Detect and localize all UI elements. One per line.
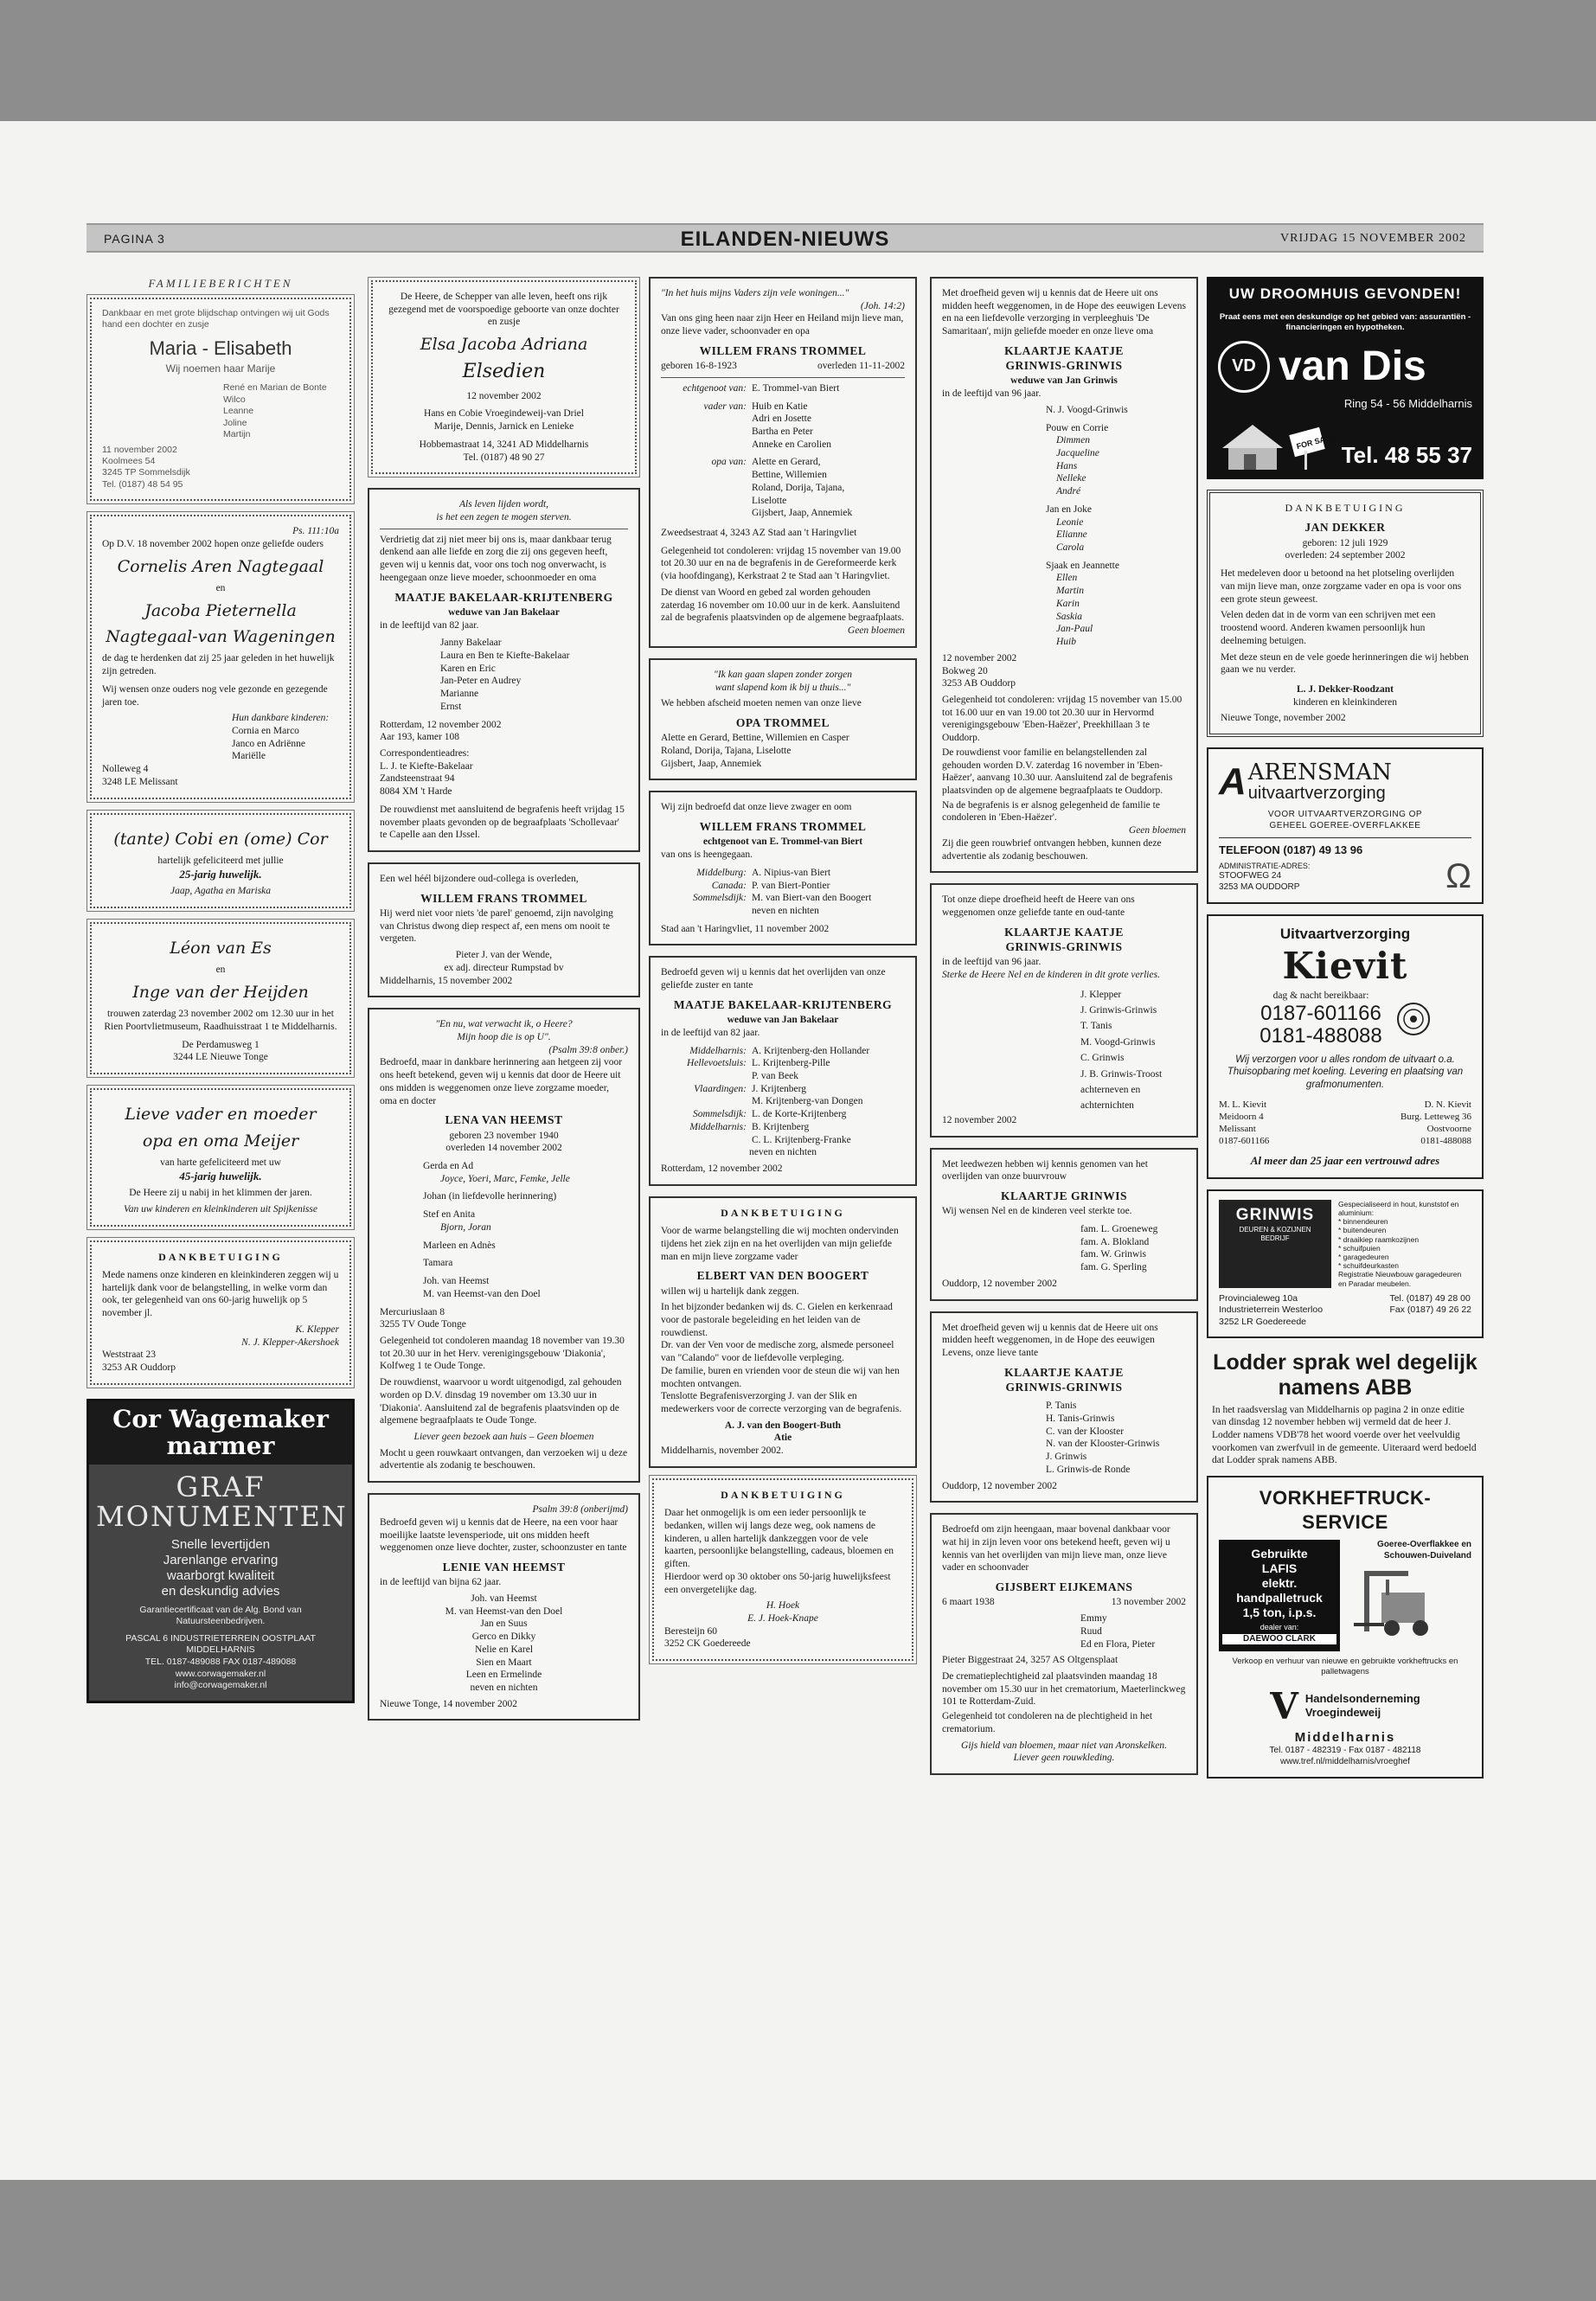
maatje2-family-row [661, 1057, 905, 1082]
kaatje-note: Zij die geen rouwbrief ontvangen hebben, kunnen deze advertentie als zodanig beschouwen. [942, 837, 1162, 862]
kaatje3-family: fam. L. Groeneweg fam. A. Blokland fam. W. Grinwis fam. G. Sperling [1080, 1223, 1158, 1273]
trommel-service: De dienst van Woord en gebed zal worden gehouden zaterdag 16 november om 10.00 uur in de kerk. Aansluitend zal de begrafenis plaatsvinden op de algemene begraafplaats. [661, 586, 904, 624]
kaatje-family-head: N. J. Voogd-Grinwis [1046, 404, 1128, 415]
death-lena-van-heemst [368, 1008, 640, 1483]
anniv-kids: Cornia en Marco Janco en Adriënne Mariëlle [232, 726, 305, 762]
cor-slogan: Snelle levertijden Jarenlange ervaring waarborgt kwaliteit en deskundig advies [161, 1536, 280, 1599]
lodder-title: Lodder sprak wel degelijk namens ABB [1213, 1350, 1477, 1400]
death-kaatje-aunt [930, 883, 1198, 1137]
opa-text: We hebben afscheid moeten nemen van onze lieve [661, 698, 862, 709]
maatje-spouse: weduwe van Jan Bakelaar [448, 606, 560, 618]
kaatje2-date: 12 november 2002 [942, 1114, 1017, 1125]
vandis-logo-icon: VD [1218, 341, 1270, 393]
anniv-name-3: Nagtegaal-van Wageningen [106, 627, 336, 647]
opa-name: OPA TROMMEL [735, 715, 830, 729]
kaatje4-text: Met droefheid geven wij u kennis dat de Heere uit ons midden heeft weggenomen, in de Hope des eeuwigen Levens, onze lieve tante [942, 1322, 1158, 1358]
hoek-text: Daar het onmogelijk is om een ieder persoonlijk te bedanken, willen wij langs deze weg, ook namens de kinderen, u allen hartelijk dankzeggen voor de vele kaarten, persoonlijke belangstelling, cadeaus, bloemen en giften. Hierdoor werd op 30 oktober ons 50-jarig huwelijksfeest een onvergetelijke dag. [664, 1508, 894, 1595]
lena-name: LENA VAN HEEMST [445, 1113, 563, 1127]
anniv-en: en [215, 583, 226, 594]
trommel-text: Van ons ging heen naar zijn Heer en Heiland mijn lieve man, onze lieve vader, schoonvader en opa [661, 313, 904, 337]
willem-text: Hij werd niet voor niets 'de parel' genoemd, zijn navolging van Christus dwong diep respect af, een mens om nooit te vergeten. [380, 908, 613, 945]
birth-name: Maria - Elisabeth [149, 336, 292, 359]
maatje2-family-list [661, 1045, 905, 1147]
lenie-name: LENIE VAN HEEMST [442, 1561, 566, 1574]
birth-date: 11 november 2002 [102, 444, 177, 455]
death-maatje-sister [649, 956, 917, 1185]
gijsbert-address: Pieter Biggestraat 24, 3257 AS Oltgensplaat [942, 1655, 1118, 1666]
maatje2-family-place: Sommelsdijk: [693, 1109, 747, 1120]
death-kaatje-tante [930, 1311, 1198, 1503]
kaatje-spouse: weduwe van Jan Grinwis [1010, 375, 1118, 387]
kaatje-fam-2b: Leonie Elianne Carola [1056, 516, 1087, 554]
vork-region: Goeree-Overflakkee en Schouwen-Duiveland [1377, 1540, 1471, 1561]
kievit-right: D. N. Kievit Burg. Letteweg 36 Oostvoorne 0181-488088 [1401, 1099, 1471, 1147]
willem-name: WILLEM FRANS TROMMEL [420, 891, 587, 905]
forklift-icon [1347, 1562, 1451, 1640]
trommel-father: Huib en Katie Adri en Josette Bartha en Peter Anneke en Carolien [752, 401, 831, 450]
gijsbert-family: Emmy Ruud Ed en Flora, Pieter [1080, 1613, 1156, 1650]
elbert-place: Middelharnis, november 2002. [661, 1445, 784, 1457]
ad-kievit [1207, 914, 1484, 1179]
column-1 [87, 277, 355, 1714]
arensman-phone: TELEFOON (0187) 49 13 96 [1219, 843, 1363, 856]
lena-family-3: Stef en Anita [423, 1209, 476, 1221]
arensman-sub: VOOR UITVAARTVERZORGING OP GEHEEL GOEREE-OVERFLAKKEE [1267, 810, 1423, 831]
kaatje3-name: KLAARTJE GRINWIS [1001, 1189, 1127, 1202]
cor-title: Cor Wagemaker marmer [89, 1401, 352, 1465]
anniversary-nagtegaal [90, 515, 351, 798]
page-header [87, 223, 1484, 253]
kievit-sub: dag & nacht bereikbaar: [1272, 990, 1369, 1002]
kaatje-after: Na de begrafenis is er alsnog gelegenheid de familie te condoleren in 'Eben-Haëzer'. [942, 799, 1160, 824]
death-willem-trommel [649, 277, 917, 648]
thanks-names: K. Klepper N. J. Klepper-Akershoek [241, 1324, 339, 1348]
elbert-text: Voor de warme belangstelling die wij mochten ondervinden tijdens het ziek zijn en na het overlijden van mijn geliefde man en mijn lieve zorgzame vader [661, 1226, 899, 1262]
meijer-title-1: Lieve vader en moeder [125, 1105, 317, 1125]
maatje2-family-row [661, 1108, 905, 1121]
ad-arensman [1207, 747, 1484, 904]
kaatje-visit: Gelegenheid tot condoleren: vrijdag 15 november van 15.00 tot 16.00 uur en van 19.00 tot 20.30 uur in Hervormd verenigingsgebouw 'Eben-Haëzer', Preekhillaan 3 te Ouddorp. [942, 694, 1183, 744]
dekker-text-2: Velen deden dat in de vorm van een schrijven met een troostend woord. Anderen kwamen persoonlijk hun deelneming betuigen. [1221, 610, 1436, 646]
arensman-addr-label: ADMINISTRATIE-ADRES: [1219, 861, 1311, 870]
ad-cor-wagemaker [87, 1399, 355, 1703]
maatje-place: Rotterdam, 12 november 2002 Aar 193, kamer 108 [380, 719, 502, 743]
ad-grinwis [1207, 1189, 1484, 1338]
gijsbert-cremation: De crematieplechtigheid zal plaatsvinden maandag 18 november om 15.30 uur in het crematorium, Maeterlinckweg 101 te Rotterdam-Zuid. [942, 1671, 1186, 1708]
birth-address: Koolmees 54 3245 TP Sommelsdijk Tel. (0187) 48 54 95 [102, 456, 190, 490]
arensman-logo-icon: A [1219, 760, 1241, 804]
kaatje-age: in de leeftijd van 96 jaar. [942, 388, 1042, 400]
dekker-name: JAN DEKKER [1304, 521, 1386, 535]
willem-place: Middelharnis, 15 november 2002 [380, 975, 513, 986]
grinwis-sub: DEUREN & KOZIJNEN BEDRIJF [1239, 1226, 1311, 1243]
death-willem-zwager [649, 791, 917, 945]
lena-born: geboren 23 november 1940 overleden 14 november 2002 [445, 1130, 562, 1154]
trommel-opa: Alette en Gerard, Bettine, Willemien Roland, Dorija, Tajana, Liselotte Gijsbert, Jaap, Annemiek [752, 457, 853, 519]
grinwis-phone: Tel. (0187) 49 28 00 Fax (0187) 49 26 22 [1389, 1292, 1471, 1316]
scan-background [0, 2180, 1596, 2301]
arensman-brand: ARENSMAN [1247, 760, 1392, 786]
zwager-family-place: Middelburg: [696, 867, 747, 878]
anniversary-meijer [90, 1088, 351, 1226]
anniv-name-2: Jacoba Pieternella [144, 600, 297, 620]
zwager-family-row [661, 867, 905, 880]
kaatje3-place: Ouddorp, 12 november 2002 [942, 1278, 1057, 1289]
hoek-sign: H. Hoek E. J. Hoek-Knape [747, 1600, 818, 1624]
maatje2-name: MAATJE BAKELAAR-KRIJTENBERG [673, 997, 893, 1011]
vandis-tagline: Praat eens met een deskundige op het gebied van: assurantiën - financieringen en hypotheken. [1219, 311, 1471, 332]
anniv-address: Nolleweg 4 3248 LE Melissant [102, 764, 178, 787]
maatje2-family-names: B. Krijtenberg C. L. Krijtenberg-Franke [752, 1121, 851, 1145]
kievit-brand: Kievit [1282, 945, 1408, 988]
lena-quote: "En nu, wat verwacht ik, o Heere? Mijn hoop die is op U". [435, 1019, 573, 1043]
anniv-text-2: Wij wensen onze ouders nog vele gezonde en gezegende jaren toe. [102, 683, 328, 708]
anniv-text-1: de dag te herdenken dat zij 25 jaar geleden in het huwelijk zijn getreden. [102, 653, 335, 677]
elsa-address: Hobbemastraat 14, 3241 AD Middelharnis Tel. (0187) 48 90 27 [419, 439, 589, 463]
elbert-text-2: In het bijzonder bedanken wij ds. C. Gielen en kerkenraad voor de pastorale begeleiding en het leiden van de rouwdienst. Dr. van der Ven voor de medische zorg, alsmede personeel van "Calando" voor de liefdevolle verpleging. De familie, buren en vrienden voor de steun die wij van hen mochten ontvangen. Tenslotte Begrafenisverzorging J. van der Slik en medewerkers voor de correcte verzorging van de begrafenis. [661, 1302, 902, 1414]
house-icon [1218, 418, 1336, 470]
lena-family-3b: Bjorn, Joran [440, 1221, 491, 1233]
lena-verse: (Psalm 39:8 onber.) [548, 1044, 628, 1055]
meijer-text-2: De Heere zij u nabij in het klimmen der jaren. [129, 1188, 312, 1199]
maatje-quote: Als leven lijden wordt, is het een zegen te mogen sterven. [436, 499, 572, 522]
maatje-text: Verdrietig dat zij niet meer bij ons is, maar dankbaar terug denkend aan alle liefde en zorg die zij ons gegeven heeft, geven wij u kennis dat, voor ons toch nog onverwacht, is heengegaan onze lieve moeder, schoonmoeder en oma [380, 534, 612, 583]
cor-graf: GRAF MONUMENTEN [96, 1471, 348, 1533]
vork-dealer: dealer van: [1259, 1623, 1299, 1632]
arensman-tag: uitvaartverzorging [1247, 784, 1386, 804]
quality-seal-icon [1396, 1002, 1431, 1036]
elsa-intro: De Heere, de Schepper van alle leven, heeft ons rijk gezegend met de voorspoedige geboorte van onze dochter en zusje [388, 292, 619, 328]
maatje-age: in de leeftijd van 82 jaar. [380, 619, 479, 631]
vandis-headline: UW DROOMHUIS GEVONDEN! [1209, 279, 1481, 309]
zwager-text: Wij zijn bedroefd dat onze lieve zwager en oom [661, 802, 852, 813]
maatje-corr: Correspondentieadres: L. J. te Kiefte-Bakelaar Zandsteenstraat 94 8084 XM 't Harde [380, 747, 473, 798]
cobi-text: hartelijk gefeliciteerd met jullie [157, 855, 284, 866]
trommel-flowers: Geen bloemen [847, 625, 905, 637]
column-2 [368, 277, 640, 1731]
grinwis-address: Provincialeweg 10a Industrieterrein Westerloo 3252 LR Goedereede [1219, 1292, 1324, 1327]
wedding-text: trouwen zaterdag 23 november 2002 om 12.30 uur in het Rien Poortvlietmuseum, Raadhuisstraat 1 te Middelharnis. [104, 1009, 337, 1033]
death-maatje-bakelaar [368, 488, 640, 852]
maatje2-place: Rotterdam, 12 november 2002 [661, 1163, 783, 1174]
lena-service: De rouwdienst, waarvoor u wordt uitgenodigd, zal gehouden worden op D.V. dinsdag 19 november om 13.30 uur in 'Diakonia'. Aansluitend zal de begrafenis plaatsvinden op de algemene begraafplaats te Oude Tonge. [380, 1377, 622, 1426]
cor-graf-panel [89, 1465, 352, 1701]
kaatje-fam-1b: Dimmen Jacqueline Hans Nelleke André [1056, 435, 1099, 497]
gijsbert-born: 6 maart 1938 [942, 1597, 995, 1608]
wedding-en: en [215, 965, 226, 976]
thanks-hoek [652, 1478, 913, 1661]
death-gijsbert-eijkemans [930, 1513, 1198, 1775]
dekker-sign: L. J. Dekker-Roodzant [1296, 683, 1394, 695]
vork-contact: Tel. 0187 - 482319 - Fax 0187 - 482118 www.tref.nl/middelharnis/vroeghef [1269, 1746, 1421, 1767]
lena-family-5: Tamara [423, 1258, 453, 1269]
newspaper-page [0, 121, 1596, 2180]
kievit-phone-1: 0187-601166 [1260, 1001, 1381, 1025]
trommel-spouse-label: echtgenoot van: [683, 382, 747, 394]
lena-text: Bedroefd, maar in dankbare herinnering aan hetgeen zij voor ons heeft betekend, geven wij u kennis dat door de Heere uit ons midden is weggenomen onze lieve zorgzame moeder, oma en docter [380, 1057, 623, 1106]
lena-visit: Gelegenheid tot condoleren maandag 18 november van 19.30 tot 20.30 uur in het Herv. verenigingsgebouw 'Diakonia', Kolfweg 1 te Oude Tonge. [380, 1335, 625, 1372]
elsa-date: 12 november 2002 [466, 390, 542, 401]
vandis-sign: FOR SALE [1295, 432, 1336, 452]
kaatje-fam-1: Pouw en Corrie [1046, 422, 1109, 433]
omega-icon: Ω [1445, 856, 1471, 895]
maatje2-family-row [661, 1045, 905, 1058]
zwager-sub: van ons is heengegaan. [661, 849, 753, 861]
trommel-verse: (Joh. 14:2) [860, 300, 905, 311]
dekker-born: geboren: 12 juli 1929 overleden: 24 september 2002 [1285, 537, 1406, 561]
grinwis-blurb: Gespecialiseerd in hout, kunststof en aluminium: * binnendeuren * buitendeuren * draaikiep raamkozijnen * schuifpuien * garagedeuren * schuifdeurkasten Registratie Nieuwbouw garagedeuren en Paradar meubelen. [1338, 1199, 1462, 1288]
lenie-age: in de leeftijd van bijna 62 jaar. [380, 1577, 502, 1588]
lenie-family: Joh. van Heemst M. van Heemst-van den Doel Jan en Suus Gerco en Dikky Nelie en Karel Sien en Maart Leen en Ermelinde neven en nichten [445, 1593, 563, 1694]
opa-family: Alette en Gerard, Bettine, Willemien en Casper Roland, Dorija, Tajana, Liselotte Gijsbert, Jaap, Annemiek [661, 733, 849, 769]
page-number: PAGINA 3 [104, 232, 165, 246]
cobi-from: Jaap, Agatha en Mariska [170, 886, 272, 897]
zwager-spouse: echtgenoot van E. Trommel-van Biert [702, 836, 863, 848]
maatje2-family-row [661, 1083, 905, 1108]
opa-quote: "Ik kan gaan slapen zonder zorgen want slapend kom ik bij u thuis..." [714, 669, 852, 693]
vandis-phone: Tel. 48 55 37 [1341, 441, 1472, 468]
verse: Ps. 111:10a [292, 526, 339, 537]
maatje2-age: in de leeftijd van 82 jaar. [661, 1027, 760, 1038]
thanks-address: Weststraat 23 3253 AR Ouddorp [102, 1349, 176, 1373]
maatje-name: MAATJE BAKELAAR-KRIJTENBERG [394, 590, 613, 604]
dekker-sub: kinderen en kleinkinderen [1292, 696, 1398, 708]
death-lenie-van-heemst [368, 1493, 640, 1721]
kaatje4-family: P. Tanis H. Tanis-Grinwis C. van der Klooster N. van der Klooster-Grinwis J. Grinwis L. Grinwis-de Ronde [1046, 1400, 1160, 1475]
maatje2-nephews: neven en nichten [749, 1147, 817, 1158]
congrats-cobi-cor [90, 813, 351, 908]
zwager-place: Stad aan 't Haringvliet, 11 november 2002 [661, 923, 830, 934]
trommel-address: Zweedsestraat 4, 3243 AZ Stad aan 't Haringvliet [661, 528, 857, 539]
kaatje2-quote: Sterke de Heere Nel en de kinderen in dit grote verlies. [942, 969, 1160, 980]
death-kaatje-grinwis [930, 277, 1198, 873]
maatje2-family-names: L. de Korte-Krijtenberg [752, 1109, 847, 1120]
trommel-died: overleden 11-11-2002 [817, 361, 905, 372]
kievit-text: Wij verzorgen voor u alles rondom de uitvaart o.a. Thuisopbaring met koeling. Levering en plaatsing van grafmonumenten. [1227, 1054, 1464, 1091]
kievit-left: M. L. Kievit Meidoorn 4 Melissant 0187-601166 [1219, 1099, 1270, 1147]
elsa-parents: Hans en Cobie Vroegindeweij-van Driel Marije, Dennis, Jarnick en Lenieke [424, 408, 584, 433]
arensman-address: STOOFWEG 24 3253 MA OUDDORP [1219, 871, 1300, 892]
gijsbert-flowers: Gijs hield van bloemen, maar niet van Aronskelken. Liever geen rouwkleding. [961, 1740, 1167, 1764]
maatje2-family-row [661, 1121, 905, 1146]
willem-intro: Een wel héél bijzondere oud-collega is overleden, [380, 874, 579, 885]
thanks-title: DANKBETUIGING [158, 1250, 283, 1263]
maatje-funeral: De rouwdienst met aansluitend de begrafenis heeft vrijdag 15 november plaats gevonden op de begraafplaats 'Schollevaar' te Capelle aan den IJssel. [380, 804, 625, 841]
maatje2-family-place: Middelharnis: [689, 1045, 747, 1056]
hoek-title: DANKBETUIGING [721, 1488, 845, 1501]
section-title: FAMILIEBERICHTEN [148, 277, 293, 290]
death-kaatje-neighbour [930, 1148, 1198, 1301]
wedding-name-2: Inge van der Heijden [132, 983, 309, 1003]
lena-flowers: Liever geen bezoek aan huis – Geen bloemen [413, 1431, 594, 1442]
thanks-text: Mede namens onze kinderen en kleinkinderen zeggen wij u hartelijk dank voor de belangstelling, in welke vorm dan ook, ter gelegenheid van ons 60-jarig huwelijk op 5 november jl. [102, 1269, 339, 1319]
trommel-born: geboren 16-8-1923 [661, 361, 737, 372]
dekker-text-3: Met deze steun en de vele goede herinneringen die wij hebben gaan we nu verder. [1221, 651, 1469, 676]
kievit-head: Uitvaartverzorging [1279, 925, 1411, 942]
death-willem-colleague [368, 862, 640, 997]
hoek-address: Beresteijn 60 3252 CK Goedereede [664, 1625, 751, 1650]
trommel-spouse: E. Trommel-van Biert [752, 382, 840, 394]
maatje2-spouse: weduwe van Jan Bakelaar [727, 1015, 839, 1026]
cobi-jubilee: 25-jarig huwelijk. [179, 867, 262, 881]
masthead: EILANDEN-NIEUWS [680, 228, 890, 251]
gijsbert-name: GIJSBERT EIJKEMANS [995, 1580, 1133, 1594]
lenie-verse: Psalm 39:8 (onberijmd) [532, 1504, 628, 1516]
zwager-family-names: P. van Biert-Pontier [752, 880, 830, 891]
lena-family-6: Joh. van Heemst M. van Heemst-van den Doel [423, 1276, 541, 1299]
maatje2-family-place: Middelharnis: [689, 1121, 747, 1132]
kievit-phone-2: 0181-488088 [1259, 1024, 1382, 1048]
willem-sign: Pieter J. van der Wende, ex adj. directeur Rumpstad bv [444, 950, 564, 973]
gijsbert-visit: Gelegenheid tot condoleren na de plechtigheid in het crematorium. [942, 1711, 1153, 1734]
birth-family: René en Marian de Bonte Wilco Leanne Joline Martijn [223, 382, 327, 440]
vandis-address: Ring 54 - 56 Middelharnis [1343, 396, 1472, 410]
trommel-father-label: vader van: [703, 401, 747, 412]
birth-intro: Dankbaar en met grote blijdschap ontvingen wij uit Gods hand een dochter en zusje [102, 308, 330, 330]
ad-van-dis [1207, 277, 1484, 479]
thanks-jan-dekker [1207, 490, 1484, 737]
lena-note: Mocht u geen rouwkaart ontvangen, dan verzoeken wij u deze advertentie als zodanig te beschouwen. [380, 1447, 628, 1471]
zwager-family-list [661, 867, 905, 918]
elsa-name: Elsa Jacoba Adriana [420, 335, 588, 355]
kaatje-text: Met droefheid geven wij u kennis dat de Heere uit ons midden heeft weggenomen, in de Hope des eeuwigen Levens en na een liefdevolle verzorging in verpleeghuis 'De Samaritaan', mijn geliefde moeder en onze lieve oma [942, 288, 1186, 337]
elbert-name: ELBERT VAN DEN BOOGERT [696, 1269, 869, 1283]
death-opa-trommel [649, 658, 917, 781]
wedding-announcement [90, 922, 351, 1074]
maatje2-family-names: A. Krijtenberg-den Hollander [752, 1045, 870, 1056]
maatje-family: Janny Bakelaar Laura en Ben te Kiefte-Bakelaar Karen en Eric Jan-Peter en Audrey Marianne Ernst [440, 638, 570, 712]
birth-announcement-maria [90, 298, 351, 501]
lena-family-4: Marleen en Adnès [423, 1240, 496, 1251]
kaatje-name: KLAARTJE KAATJE GRINWIS-GRINWIS [1004, 343, 1124, 373]
zwager-family-names: A. Nipius-van Biert [752, 867, 831, 878]
dekker-title: DANKBETUIGING [1285, 502, 1406, 515]
kaatje2-age: in de leeftijd van 96 jaar. [942, 957, 1042, 968]
cor-address: PASCAL 6 INDUSTRIETERREIN OOSTPLAAT MIDDELHARNIS TEL. 0187-489088 FAX 0187-489088 www.corwagemaker.nl info@corwagemaker.nl [125, 1632, 316, 1691]
kaatje-address: Bokweg 20 3253 AB Ouddorp [942, 665, 1016, 689]
column-4 [930, 277, 1198, 1785]
maatje2-family-names: L. Krijtenberg-Pille P. van Beek [752, 1058, 830, 1081]
elsa-nickname: Elsedien [462, 361, 546, 383]
elbert-sign: A. J. van den Boogert-Buth Atie [724, 1420, 842, 1444]
dekker-place: Nieuwe Tonge, november 2002 [1221, 713, 1346, 724]
kaatje-service: De rouwdienst voor familie en belangstellenden zal gehouden worden D.V. zaterdag 16 november in 'Eben-Haëzer', aanvang 10.30 uur. Aansluitend zal de begrafenis plaatsvinden op de algemene begraafplaats te Ouddorp. [942, 747, 1173, 796]
vork-title: VORKHEFTRUCK-SERVICE [1259, 1487, 1432, 1534]
zwager-family-row [661, 880, 905, 893]
cobi-title: (tante) Cobi en (ome) Cor [113, 829, 328, 849]
kaatje3-sub: Wij wensen Nel en de kinderen veel sterkte toe. [942, 1206, 1132, 1217]
vork-brands: DAEWOO CLARK [1222, 1634, 1336, 1644]
meijer-jubilee: 45-jarig huwelijk. [179, 1169, 262, 1183]
zwager-family-row [661, 892, 905, 917]
column-3 [649, 277, 917, 1675]
lena-family-1: Gerda en Ad [423, 1161, 474, 1172]
lenie-text: Bedroefd geven wij u kennis dat de Heere, na een voor haar moeilijke laatste levensperiode, uit ons midden heeft weggenomen onze lieve dochter, zuster, schoonzuster en tante [380, 1516, 627, 1554]
issue-date: VRIJDAG 15 NOVEMBER 2002 [1280, 232, 1466, 245]
lena-family-2: Johan (in liefdevolle herinnering) [423, 1191, 557, 1202]
anniv-intro: Op D.V. 18 november 2002 hopen onze geliefde ouders [102, 539, 324, 550]
zwager-family-place: Canada: [711, 880, 747, 891]
maatje2-family-place: Hellevoetsluis: [687, 1058, 747, 1069]
elbert-sub: willen wij u hartelijk dank zeggen. [661, 1285, 799, 1297]
thanks-klepper [90, 1240, 351, 1385]
gijsbert-died: 13 november 2002 [1111, 1597, 1186, 1608]
lena-address: Mercuriuslaan 8 3255 TV Oude Tonge [380, 1306, 466, 1330]
lena-family-1b: Joyce, Yoeri, Marc, Femke, Jelle [440, 1173, 570, 1184]
kaatje-fam-3b: Ellen Martin Karin Saskia Jan-Paul Huib [1056, 573, 1093, 648]
meijer-title-2: opa en oma Meijer [142, 1131, 299, 1150]
kaatje4-place: Ouddorp, 12 november 2002 [942, 1480, 1057, 1491]
birth-elsedien [371, 280, 637, 474]
wedding-name-1: Léon van Es [170, 938, 272, 958]
kaatje2-name: KLAARTJE KAATJE GRINWIS-GRINWIS [1004, 925, 1124, 953]
kaatje3-text: Met leedwezen hebben wij kennis genomen van het overlijden van onze buurvrouw [942, 1158, 1148, 1183]
kievit-tagline: Al meer dan 25 jaar een vertrouwd adres [1250, 1154, 1440, 1168]
ad-vorkheftruck [1207, 1476, 1484, 1779]
maatje2-family-names: J. Krijtenberg M. Krijtenberg-van Dongen [752, 1083, 863, 1107]
lodder-text: In het raadsverslag van Middelharnis op pagina 2 in onze editie van dinsdag 12 november hebben wij vermeld dat de heer J. Lodder namens VDB'78 het woord voerde over het veelvuldig voorkomen van zwerfvuil in de gemeente. Uiteraard werd bedoeld dat Lodder sprak namens ABB. [1212, 1404, 1477, 1466]
anniv-kids-intro: Hun dankbare kinderen: [232, 713, 330, 724]
anniv-name-1: Cornelis Aren Nagtegaal [117, 556, 324, 576]
dekker-text: Het medeleven door u betoond na het plotseling overlijden van mijn lieve man, onze zorgzame vader en opa is voor ons een grote steun geweest. [1221, 568, 1462, 605]
zwager-family-names: M. van Biert-van den Boogert neven en nichten [752, 893, 872, 916]
kaatje2-text: Tot onze diepe droefheid heeft de Heere van ons weggenomen onze geliefde tante en oud-tante [942, 894, 1135, 918]
kaatje-date: 12 november 2002 [942, 652, 1017, 663]
vork-badge: Gebruikte LAFIS elektr. handpalletruck 1,5 ton, i.p.s. [1236, 1547, 1323, 1619]
meijer-from: Van uw kinderen en kleinkinderen uit Spijkenisse [124, 1203, 317, 1215]
vork-brand: Handelsonderneming Vroegindeweij [1304, 1691, 1420, 1720]
cor-cert: Garantiecertificaat van de Alg. Bond van Natuursteenbedrijven. [139, 1604, 302, 1627]
trommel-name: WILLEM FRANS TROMMEL [699, 343, 867, 357]
meijer-text: van harte gefeliciteerd met uw [160, 1157, 281, 1168]
vandis-brand: van Dis [1279, 343, 1426, 390]
thanks-elbert [649, 1196, 917, 1468]
trommel-opa-label: opa van: [711, 457, 747, 468]
kaatje-flowers: Geen bloemen [1128, 825, 1186, 836]
lenie-place: Nieuwe Tonge, 14 november 2002 [380, 1698, 517, 1709]
trommel-visit: Gelegenheid tot condoleren: vrijdag 15 november van 19.00 tot 20.30 uur en na de begrafenis in de Gereformeerde kerk (via hoofdingang), Kerkstraat 2 te Stad aan 't Haringvliet. [661, 545, 901, 582]
trommel-quote: "In het huis mijns Vaders zijn vele woningen..." [661, 288, 849, 298]
maatje2-text: Bedroefd geven wij u kennis dat het overlijden van onze geliefde zuster en tante [661, 967, 886, 991]
vork-text: Verkoop en verhuur van nieuwe en gebruikte vorkheftrucks en palletwagens [1232, 1657, 1458, 1677]
zwager-name: WILLEM FRANS TROMMEL [699, 820, 867, 834]
article-lodder [1207, 1349, 1484, 1476]
kaatje-fam-3: Sjaak en Jeannette [1046, 560, 1119, 571]
zwager-family-place: Sommelsdijk: [693, 893, 747, 904]
kaatje4-name: KLAARTJE KAATJE GRINWIS-GRINWIS [1004, 1365, 1124, 1394]
elbert-title: DANKBETUIGING [721, 1206, 845, 1219]
kaatje2-family: J. Klepper J. Grinwis-Grinwis T. Tanis M. Voogd-Grinwis C. Grinwis J. B. Grinwis-Troost achterneven en achternichten [1080, 989, 1163, 1112]
vork-city: Middelharnis [1294, 1730, 1396, 1746]
maatje2-family-place: Vlaardingen: [694, 1083, 747, 1094]
vork-logo-icon: V [1270, 1684, 1298, 1727]
gijsbert-text: Bedroefd om zijn heengaan, maar bovenal dankbaar voor wat hij in zijn leven voor ons betekend heeft, geven wij u kennis van het overlijden van mijn lieve man, onze lieve vader en schoonvader [942, 1524, 1170, 1574]
birth-nickname: Wij noemen haar Marije [165, 362, 276, 375]
column-5 [1207, 277, 1484, 1789]
wedding-address: De Perdamusweg 1 3244 LE Nieuwe Tonge [173, 1039, 268, 1063]
grinwis-brand: GRINWIS [1235, 1205, 1315, 1224]
kaatje-fam-2: Jan en Joke [1046, 503, 1093, 515]
